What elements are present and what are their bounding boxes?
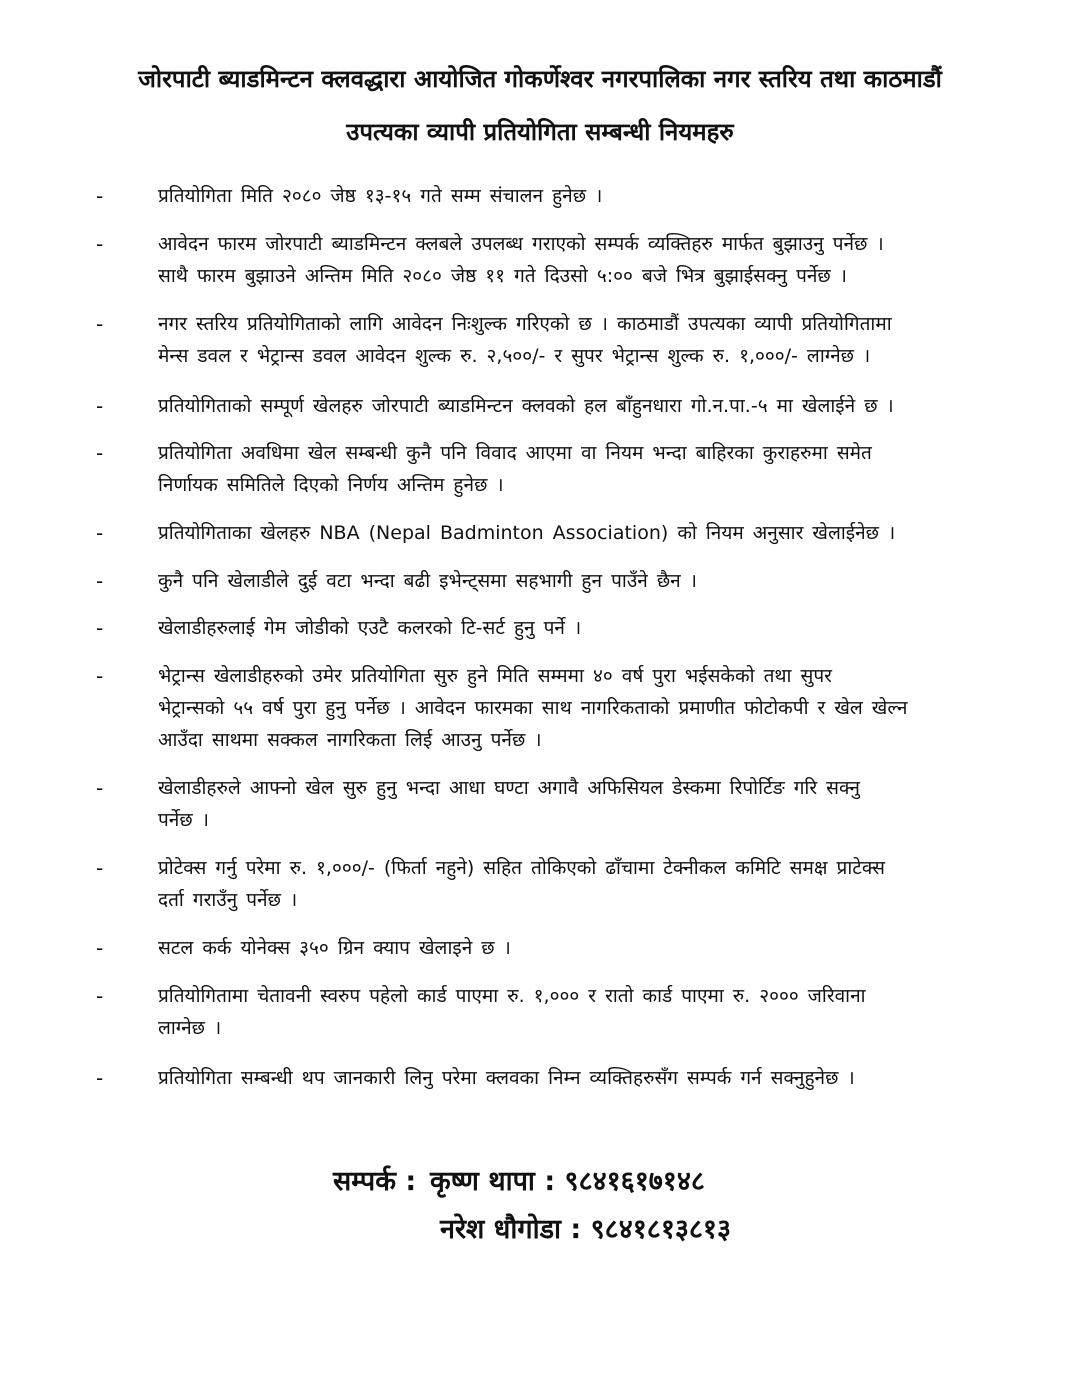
rule-text-line: प्रतियोगिता मिति २०८० जेष्ठ १३-१५ गते सम्म संचालन हुनेछ । xyxy=(158,185,603,207)
rule-bullet: - xyxy=(96,184,104,208)
rule-bullet: - xyxy=(96,569,104,593)
rule-text-line: सटल कर्क योनेक्स ३५० ग्रिन क्याप खेलाइने छ । xyxy=(158,937,511,959)
rule-text-line: प्रतियोगितामा चेतावनी स्वरुप पहेलो कार्ड पाएमा रु. १,००० र रातो कार्ड पाएमा रु. २००० जरिवाना xyxy=(158,985,866,1007)
rule-bullet: - xyxy=(96,856,104,880)
rule-text-line: कुनै पनि खेलाडीले दुई वटा भन्दा बढी इभेन्ट्समा सहभागी हुन पाउँने छैन । xyxy=(158,570,697,592)
rule-text-line: लाग्नेछ । xyxy=(158,1017,222,1039)
rule-text-line: प्रतियोगिता अवधिमा खेल सम्बन्धी कुनै पनि विवाद आएमा वा नियम भन्दा बाहिरका कुराहरुमा समेत xyxy=(158,442,872,464)
rule-bullet: - xyxy=(96,1066,104,1090)
rule-text-line: आवेदन फारम जोरपाटी ब्याडमिन्टन क्लबले उपलब्ध गराएको सम्पर्क व्यक्तिहरु मार्फत बुझाउनु पर्नेछ । xyxy=(158,233,884,255)
rule-text-line: प्रतियोगिताका खेलहरु NBA (Nepal Badminton Association) को नियम अनुसार खेलाईनेछ । xyxy=(158,522,896,544)
document-title-line-1: जोरपाटी ब्याडमिन्टन क्लवद्धारा आयोजित गोकर्णेश्वर नगरपालिका नगर स्तरिय तथा काठमाडौं xyxy=(138,65,942,93)
contact-person-2: नरेश धौगोडा : ९८४१८१३८१३ xyxy=(440,1214,732,1245)
rule-text-line: दर्ता गराउँनु पर्नेछ । xyxy=(158,889,298,911)
rule-bullet: - xyxy=(96,984,104,1008)
rule-text-line: भेट्रान्स खेलाडीहरुको उमेर प्रतियोगिता सुरु हुने मिति सम्ममा ४० वर्ष पुरा भईसकेको तथा सुपर xyxy=(158,665,832,687)
rule-text-line: नगर स्तरिय प्रतियोगिताको लागि आवेदन निःशुल्क गरिएको छ । काठमाडौं उपत्यका व्यापी प्रतियोगितामा xyxy=(158,313,892,335)
rule-text-line: खेलाडीहरुले आफ्नो खेल सुरु हुनु भन्दा आधा घण्टा अगावै अफिसियल डेस्कमा रिपोर्टिङ गरि सक्नु xyxy=(158,777,860,799)
rule-bullet: - xyxy=(96,441,104,465)
rule-bullet: - xyxy=(96,664,104,688)
rule-bullet: - xyxy=(96,312,104,336)
rule-text-line: मेन्स डवल र भेट्रान्स डवल आवेदन शुल्क रु. २,५००/- र सुपर भेट्रान्स शुल्क रु. १,०००/- लाग्नेछ । xyxy=(158,345,871,367)
rule-text-line: पर्नेछ । xyxy=(158,809,209,831)
rule-text-line: प्रतियोगिताको सम्पूर्ण खेलहरु जोरपाटी ब्याडमिन्टन क्लवको हल बाँहुनधारा गो.न.पा.-५ मा खेलाईने छ । xyxy=(158,395,894,417)
rule-bullet: - xyxy=(96,936,104,960)
rule-text-line: खेलाडीहरुलाई गेम जोडीको एउटै कलरको टि-सर्ट हुनु पर्ने । xyxy=(158,617,582,639)
contact-label: सम्पर्क : xyxy=(333,1166,417,1197)
rule-bullet: - xyxy=(96,776,104,800)
rule-text-line: प्रोटेक्स गर्नु परेमा रु. १,०००/- (फिर्ता नहुने) सहित तोकिएको ढाँचामा टेक्नीकल कमिटि समक्ष प्राटेक्स xyxy=(158,857,885,879)
rule-text-line: प्रतियोगिता सम्बन्धी थप जानकारी लिनु परेमा क्लवका निम्न व्यक्तिहरुसँग सम्पर्क गर्न सक्नुहुनेछ । xyxy=(158,1067,855,1089)
rule-text-line: साथै फारम बुझाउने अन्तिम मिति २०८० जेष्ठ ११ गते दिउसो ५:०० बजे भित्र बुझाईसक्नु पर्नेछ । xyxy=(158,265,847,287)
rule-bullet: - xyxy=(96,521,104,545)
contact-person-1: कृष्ण थापा : ९८४१६१७१४८ xyxy=(430,1166,705,1197)
rule-text-line: निर्णायक समितिले दिएको निर्णय अन्तिम हुनेछ । xyxy=(158,474,504,496)
rule-bullet: - xyxy=(96,616,104,640)
document-title-line-2: उपत्यका व्यापी प्रतियोगिता सम्बन्धी नियमहरु xyxy=(346,118,734,146)
rule-text-line: भेट्रान्सको ५५ वर्ष पुरा हुनु पर्नेछ । आवेदन फारमका साथ नागरिकताको प्रमाणीत फोटोकपी र खेल खेल्न xyxy=(158,697,908,719)
rule-bullet: - xyxy=(96,232,104,256)
rule-bullet: - xyxy=(96,394,104,418)
rule-text-line: आउँदा साथमा सक्कल नागरिकता लिई आउनु पर्नेछ । xyxy=(158,729,542,751)
